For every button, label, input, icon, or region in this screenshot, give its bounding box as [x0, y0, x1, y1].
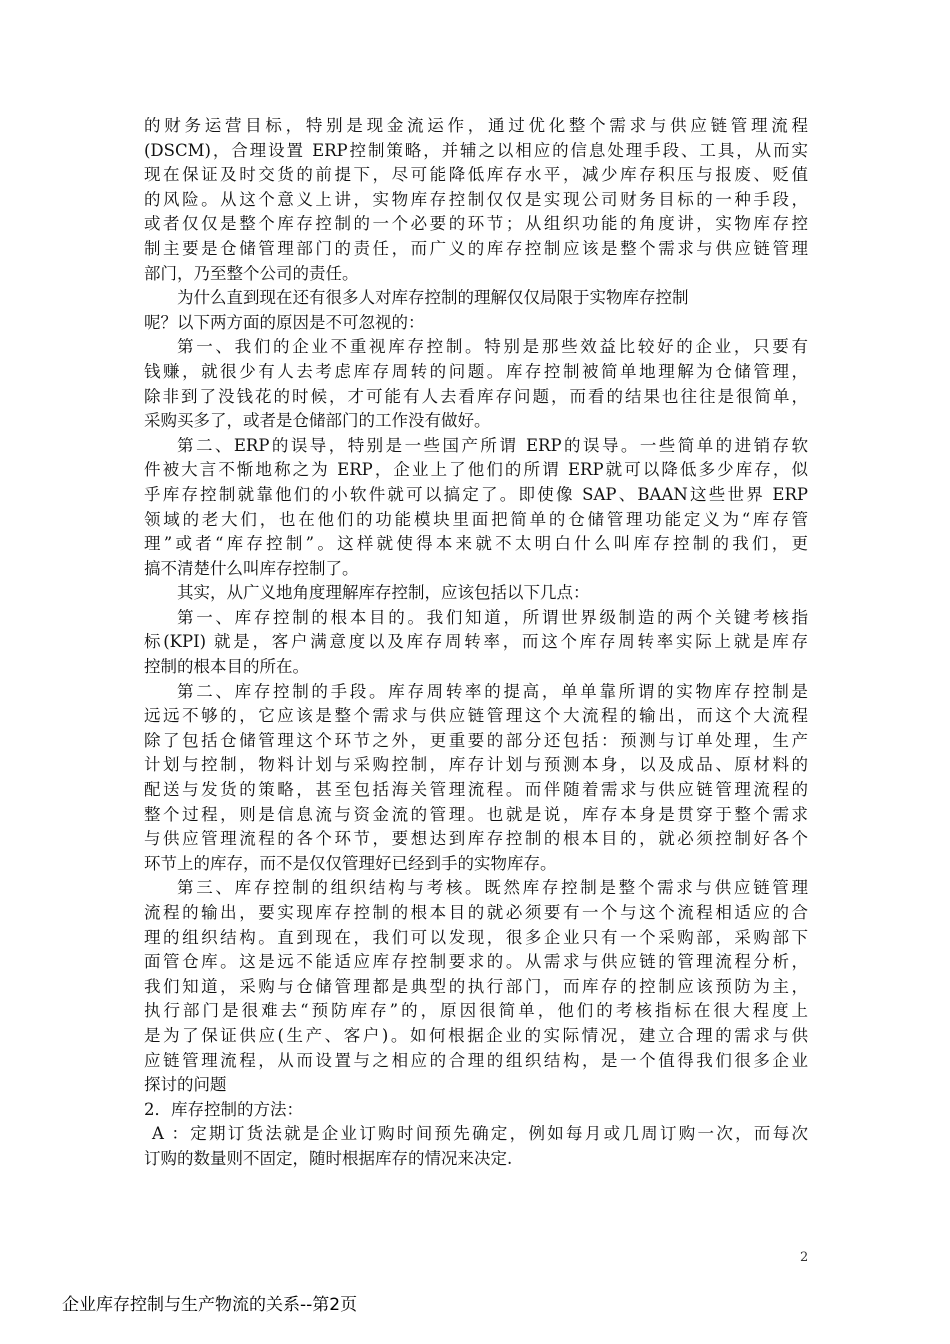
text-line: 标(KPI) 就是，客户满意度以及库存周转率，而这个库存周转率实际上就是库存	[144, 632, 808, 652]
text-line: 领域的老大们，也在他们的功能模块里面把简单的仓储管理功能定义为“库存管	[144, 509, 808, 529]
text-line: 乎库存控制就靠他们的小软件就可以搞定了。即使像 SAP、BAAN这些世界 ERP	[144, 484, 808, 504]
text-line: 整个过程，则是信息流与资金流的管理。也就是说，库存本身是贯穿于整个需求	[144, 804, 808, 824]
text-line: 第一、库存控制的根本目的。我们知道，所谓世界级制造的两个关键考核指	[177, 607, 808, 627]
text-line: 配送与发货的策略，甚至包括海关管理流程。而伴随着需求与供应链管理流程的	[144, 780, 808, 800]
text-line: 的风险。从这个意义上讲，实物库存控制仅仅是实现公司财务目标的一种手段，	[144, 189, 808, 209]
text-line: 订购的数量则不固定，随时根据库存的情况来决定.	[144, 1148, 513, 1168]
text-line: 第一、我们的企业不重视库存控制。特别是那些效益比较好的企业，只要有	[177, 337, 808, 357]
text-line: 采购买多了，或者是仓储部门的工作没有做好。	[144, 411, 491, 431]
section-heading: 2．库存控制的方法：	[144, 1099, 303, 1119]
text-line: 其实，从广义地角度理解库存控制，应该包括以下几点：	[177, 583, 590, 603]
text-line: 我们知道，采购与仓储管理都是典型的执行部门，而库存的控制应该预防为主，	[144, 976, 808, 996]
text-line: 第三、库存控制的组织结构与考核。既然库存控制是整个需求与供应链管理	[177, 878, 808, 898]
text-line: (DSCM)，合理设置 ERP控制策略，并辅之以相应的信息处理手段、工具，从而实	[144, 140, 808, 160]
text-line: 制主要是仓储管理部门的责任，而广义的库存控制应该是整个需求与供应链管理	[144, 238, 808, 258]
text-line: 控制的根本目的所在。	[144, 657, 309, 677]
text-line: 呢？以下两方面的原因是不可忽视的：	[144, 312, 425, 332]
text-line: 理的组织结构。直到现在，我们可以发现，很多企业只有一个采购部，采购部下	[144, 927, 808, 947]
text-line: 是为了保证供应(生产、客户)。如何根据企业的实际情况，建立合理的需求与供	[144, 1025, 808, 1045]
body-text	[144, 114, 808, 1172]
text-line: 件被大言不惭地称之为 ERP，企业上了他们的所谓 ERP就可以降低多少库存，似	[144, 460, 808, 480]
text-line: 远远不够的，它应该是整个需求与供应链管理这个大流程的输出，而这个大流程	[144, 706, 808, 726]
text-line: A ：定期订货法就是企业订购时间预先确定，例如每月或几周订购一次，而每次	[152, 1124, 808, 1144]
text-line: 面管仓库。这是远不能适应库存控制要求的。从需求与供应链的管理流程分析，	[144, 952, 808, 972]
text-line: 流程的输出，要实现库存控制的根本目的就必须要有一个与这个流程相适应的合	[144, 903, 808, 922]
page-footer: 企业库存控制与生产物流的关系--第2页	[62, 1295, 358, 1315]
text-line: 第二、库存控制的手段。库存周转率的提高，单单靠所谓的实物库存控制是	[177, 681, 808, 701]
text-line: 与供应管理流程的各个环节，要想达到库存控制的根本目的，就必须控制好各个	[144, 829, 808, 849]
text-line: 计划与控制，物料计划与采购控制，库存计划与预测本身，以及成品、原材料的	[144, 755, 808, 775]
text-line: 执行部门是很难去“预防库存”的，原因很简单，他们的考核指标在很大程度上	[144, 1001, 808, 1021]
text-line: 环节上的库存，而不是仅仅管理好已经到手的实物库存。	[144, 853, 557, 873]
text-line: 应链管理流程，从而设置与之相应的合理的组织结构，是一个值得我们很多企业	[144, 1050, 808, 1070]
text-line: 除了包括仓储管理这个环节之外，更重要的部分还包括：预测与订单处理，生产	[144, 730, 808, 750]
text-line: 部门，乃至整个公司的责任。	[144, 263, 359, 283]
text-line: 第二、ERP的误导，特别是一些国产所谓 ERP的误导。一些简单的进销存软	[177, 435, 808, 455]
text-line: 或者仅仅是整个库存控制的一个必要的环节；从组织功能的角度讲，实物库存控	[144, 214, 808, 234]
text-line: 现在保证及时交货的前提下，尽可能降低库存水平，减少库存积压与报废、贬值	[144, 165, 808, 185]
text-line: 钱赚，就很少有人去考虑库存周转的问题。库存控制被简单地理解为仓储管理，	[144, 361, 808, 381]
page-number: 2	[800, 1250, 809, 1265]
text-line: 的财务运营目标，特别是现金流运作，通过优化整个需求与供应链管理流程	[144, 116, 808, 135]
text-line: 探讨的问题	[144, 1075, 227, 1095]
text-line: 搞不清楚什么叫库存控制了。	[144, 558, 359, 578]
text-line: 为什么直到现在还有很多人对库存控制的理解仅仅局限于实物库存控制	[177, 288, 689, 308]
text-line: 除非到了没钱花的时候，才可能有人去看库存问题，而看的结果也往往是很简单，	[144, 386, 808, 406]
text-line: 理”或者“库存控制”。这样就使得本来就不太明白什么叫库存控制的我们，更	[144, 534, 808, 554]
